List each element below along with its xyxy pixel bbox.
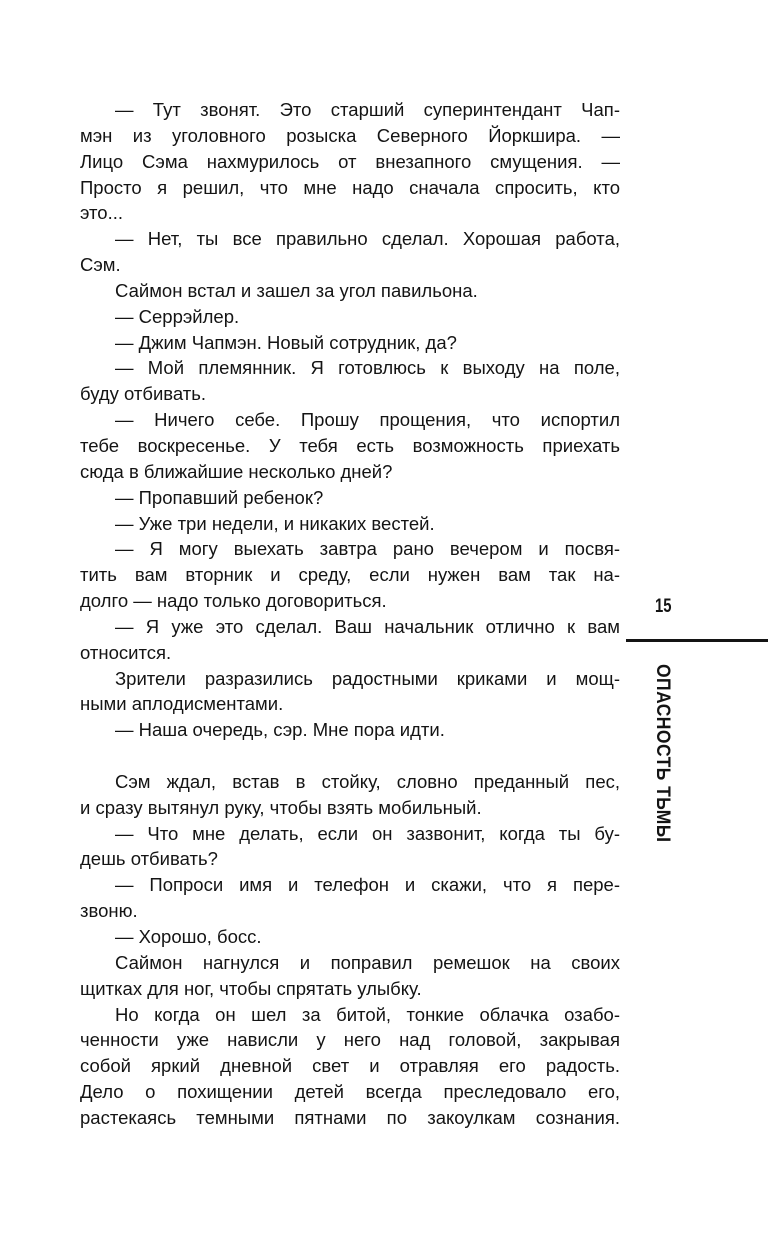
- text-line: щитках для ног, чтобы спрятать улыбку.: [80, 977, 422, 999]
- text-line: буду отбивать.: [80, 383, 207, 405]
- text-line: долго — надо только договориться.: [80, 590, 387, 612]
- text-line: Лицо Сэма нахмурилось от внезапного смущения. —: [80, 150, 620, 172]
- text-line: Просто я решил, что мне надо сначала спросить, кто: [80, 176, 620, 198]
- text-line: — Мой племянник. Я готовлюсь к выходу на поле,: [115, 357, 620, 379]
- text-line: — Наша очередь, сэр. Мне пора идти.: [115, 719, 445, 741]
- text-line: Дело о похищении детей всегда преследовало его,: [80, 1081, 620, 1103]
- text-line: это...: [80, 202, 124, 224]
- text-line: Сэм.: [80, 254, 121, 276]
- text-line: — Нет, ты все правильно сделал. Хорошая работа,: [115, 228, 620, 250]
- body-text: [80, 97, 620, 1131]
- page-number: 15: [655, 596, 672, 617]
- text-line: собой яркий дневной свет и отравляя его радость.: [80, 1055, 620, 1077]
- text-line: относится.: [80, 641, 172, 663]
- text-line: Но когда он шел за битой, тонкие облачка озабо-: [115, 1003, 620, 1025]
- text-line: Саймон нагнулся и поправил ремешок на своих: [115, 951, 620, 973]
- text-line: и сразу вытянул руку, чтобы взять мобильный.: [80, 796, 482, 818]
- text-line: — Хорошо, босс.: [115, 926, 262, 947]
- text-line: — Джим Чапмэн. Новый сотрудник, да?: [115, 331, 457, 353]
- text-line: дешь отбивать?: [80, 848, 218, 870]
- text-line: — Попроси имя и телефон и скажи, что я пере-: [115, 874, 620, 896]
- text-line: Саймон встал и зашел за угол павильона.: [115, 279, 478, 301]
- text-line: — Уже три недели, и никаких вестей.: [115, 512, 435, 534]
- text-line: ченности уже нависли у него над головой, закрывая: [80, 1029, 620, 1051]
- text-line: мэн из уголовного розыска Северного Йоркшира. —: [80, 124, 620, 146]
- text-line: — Серрэйлер.: [115, 305, 240, 327]
- text-line: — Ничего себе. Прошу прощения, что испортил: [115, 409, 620, 431]
- blank-line: [80, 743, 620, 769]
- text-line: Сэм ждал, встав в стойку, словно преданный пес,: [115, 770, 620, 792]
- text-line: тить вам вторник и среду, если нужен вам так на-: [80, 564, 620, 586]
- text-line: сюда в ближайшие несколько дней?: [80, 460, 393, 482]
- text-line: — Я уже это сделал. Ваш начальник отлично к вам: [115, 615, 620, 637]
- text-line: — Тут звонят. Это старший суперинтендант Чап-: [115, 99, 620, 120]
- text-line: звоню.: [80, 900, 138, 922]
- text-line: — Пропавший ребенок?: [115, 486, 324, 508]
- text-line: — Я могу выехать завтра рано вечером и посвя-: [115, 538, 620, 560]
- text-line: растекаясь темными пятнами по закоулкам сознания.: [80, 1106, 620, 1128]
- side-divider: [626, 639, 768, 642]
- text-line: тебе воскресенье. У тебя есть возможность приехать: [80, 434, 620, 456]
- text-line: ными аплодисментами.: [80, 693, 284, 715]
- running-title: ОПАСНОСТЬ ТЬМЫ: [652, 664, 673, 843]
- text-line: Зрители разразились радостными криками и мощ-: [115, 667, 620, 689]
- text-line: — Что мне делать, если он зазвонит, когда ты бу-: [115, 822, 620, 844]
